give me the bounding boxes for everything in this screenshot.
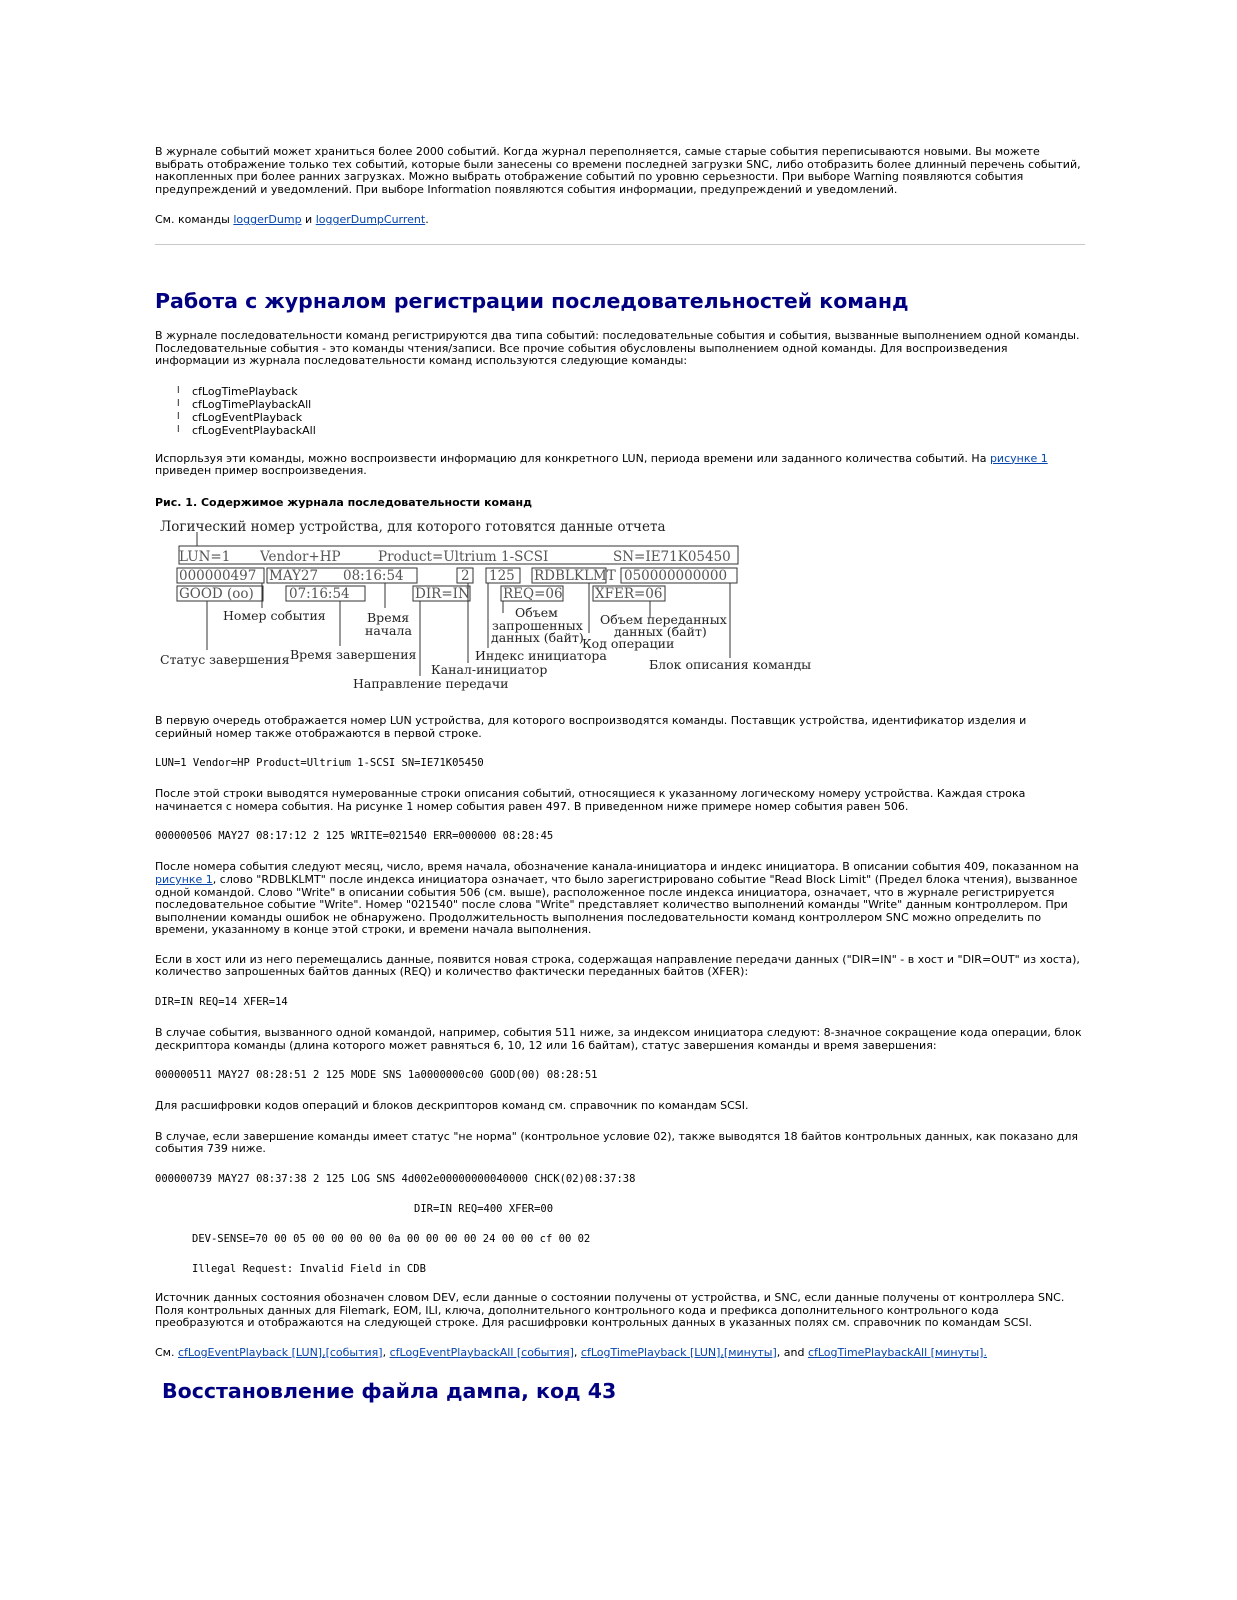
lun-paragraph: В первую очередь отображается номер LUN устройства, для которого воспроизводятся команды. Поставщик устройства, идентификатор изделия и серийный номер также отображаются в первой строке. <box>155 713 1027 740</box>
code-event-511: 000000511 MAY27 08:28:51 2 125 MODE SNS 1a0000000c00 GOOD(00) 08:28:51 <box>155 1069 598 1082</box>
section-title-dump-restore: Восстановление файла дампа, код 43 <box>162 1379 617 1404</box>
fig-label-start-time-1: Время <box>367 609 410 625</box>
bullet-glyph: l <box>177 385 180 396</box>
figure-diagram <box>155 518 815 700</box>
code-dir-line: DIR=IN REQ=14 XFER=14 <box>155 996 288 1009</box>
fig-cdb: 050000000000 <box>624 567 728 584</box>
loggerdumpcurrent-link[interactable]: loggerDumpCurrent <box>315 213 426 227</box>
loggerdump-link[interactable]: loggerDump <box>233 213 302 227</box>
bullet-glyph: l <box>177 411 180 422</box>
sense-data-paragraph: В случае, если завершение команды имеет статус "не норма" (контрольное условие 02), также выводятся 18 байтов контрольных данных, как показано для события 739 ниже. <box>155 1129 1079 1156</box>
fig-start-time: 08:16:54 <box>343 567 404 584</box>
fig-label-transferred-1: Объем переданных <box>600 611 727 627</box>
fig-event-number: 000000497 <box>179 567 257 584</box>
fig-label-event-number: Номер события <box>223 607 326 623</box>
list-item: l cfLogTimePlayback <box>177 384 298 398</box>
intro-paragraph: В журнале событий может храниться более 2000 событий. Когда журнал переполняется, самые старые события переписываются новыми. Вы можете выбрать отображение только тех событий, которые были занесены со времени последней загрузки SNC, либо отобразить более длинный перечень событий, накопленных при более ранних загрузках. Можно выбрать отображение событий по уровню серьезности. При выборе Warning появляются события предупреждений и уведомлений. При выборе Information появляются события информации, предупреждений и уведомлений. <box>155 145 1081 196</box>
see-also-line: См. cfLogEventPlayback [LUN],[события], cfLogEventPlaybackAll [события], cfLogTimePlayback [LUN],[минуты], and cfLogTimePlaybackAll [минуты]. <box>155 1345 987 1359</box>
sense-source-paragraph: Источник данных состояния обозначен словом DEV, если данные о состоянии получены от устройства, и SNC, если данные получены от контроллера SNC. Поля контрольных данных для Filemark, EOM, ILI, ключа, дополнительного контрольного кода и префикса дополнительного контрольного кода преобразуются и отображаются на следующей строке. Для расшифровки контрольных данных в указанных полях см. справочник по командам SCSI. <box>155 1291 1065 1330</box>
fig-channel: 2 <box>461 567 470 584</box>
fig-label-cdb: Блок описания команды <box>649 656 812 672</box>
code-dev-sense: DEV-SENSE=70 00 05 00 00 00 00 0a 00 00 00 00 24 00 00 cf 00 02 <box>192 1233 591 1246</box>
fig-label-requested-1: Объем <box>515 604 558 620</box>
bullet-glyph: l <box>177 424 180 435</box>
fig-label-completion-status: Статус завершения <box>160 651 290 667</box>
fig-label-channel-initiator: Канал-инициатор <box>431 661 548 677</box>
document-page <box>155 146 1085 1403</box>
fig-dir: DIR=IN <box>415 585 470 602</box>
section-divider <box>155 244 1085 245</box>
see-commands-line: См. команды loggerDump и loggerDumpCurrent. <box>155 213 429 227</box>
fig-label-direction: Направление передачи <box>353 675 509 691</box>
code-event-739: 000000739 MAY27 08:37:38 2 125 LOG SNS 4d002e00000000040000 CHCK(02)08:37:38 <box>155 1173 636 1186</box>
cflogeventplayback-link[interactable]: cfLogEventPlayback [LUN],[события] <box>177 1345 383 1359</box>
fig-label-opcode: Код операции <box>582 635 675 651</box>
list-item: l cfLogEventPlayback <box>177 410 303 424</box>
fig-req: REQ=06 <box>503 585 563 602</box>
fig-label-initiator-index: Индекс инициатора <box>475 647 607 663</box>
fig-status: GOOD (oo) <box>179 585 254 602</box>
data-transfer-paragraph: Если в хост или из него перемещались данные, появится новая строка, содержащая направление передачи данных ("DIR=IN" - в хост и "DIR=OUT" из хоста), количество запрошенных байтов данных (REQ) и количество фактически переданных байтов (XFER): <box>155 952 1080 979</box>
figure-top-label: Логический номер устройства, для которого готовятся данные отчета <box>160 518 666 535</box>
list-item: l cfLogEventPlaybackAll <box>177 423 316 437</box>
code-lun-line: LUN=1 Vendor=HP Product=Ultrium 1-SCSI SN=IE71K05450 <box>155 757 484 770</box>
command-log-intro: В журнале последовательности команд регистрируются два типа событий: последовательные события и события, вызванные выполнением одной команды. Последовательные события - это команды чтения/записи. Все прочие события обусловлены выполнением одной команды. Для воспроизведения информации из журнала последовательности команд используются следующие команды: <box>155 328 1080 368</box>
fig-vendor: Vendor+HP <box>260 548 341 565</box>
scsi-reference-paragraph: Для расшифровки кодов операций и блоков дескрипторов команд см. справочник по командам SCSI. <box>155 1099 749 1113</box>
fig-date: MAY27 <box>269 567 319 584</box>
fig-lun: LUN=1 <box>179 548 231 565</box>
fig-end-time: 07:16:54 <box>289 585 350 602</box>
fig-product: Product=Ultrium 1-SCSI <box>378 548 549 565</box>
bullet-glyph: l <box>177 398 180 409</box>
code-illegal-request: Illegal Request: Invalid Field in CDB <box>192 1263 426 1276</box>
figure-caption: Рис. 1. Содержимое журнала последовательности команд <box>155 495 533 509</box>
cflogtimeplayback-link[interactable]: cfLogTimePlayback [LUN],[минуты] <box>580 1345 777 1359</box>
playback-paragraph: Испорльзуя эти команды, можно воспроизвести информацию для конкретного LUN, периода времени или заданного количества событий. На рисунке 1 приведен пример воспроизведения. <box>155 451 1048 478</box>
fig-initiator: 125 <box>489 567 515 584</box>
list-item: l cfLogTimePlaybackAll <box>177 397 312 411</box>
fig-label-start-time-2: начала <box>365 622 412 638</box>
fig-sn: SN=IE71K05450 <box>613 548 731 565</box>
fig-opcode: RDBLKLMT <box>534 567 616 584</box>
fig-label-requested-3: данных (байт) <box>491 629 584 645</box>
fig-xfer: XFER=06 <box>595 585 663 602</box>
section-title-command-log: Работа с журналом регистрации последовательностей команд <box>155 288 909 313</box>
fig-label-transferred-2: данных (байт) <box>614 623 707 639</box>
fig-label-requested-2: запрошенных <box>492 617 583 633</box>
cflogeventplaybackall-link[interactable]: cfLogEventPlaybackAll [события] <box>389 1345 574 1359</box>
figure-1-link-2[interactable]: рисунке 1 <box>155 872 213 886</box>
event-fields-paragraph: После номера события следуют месяц, число, время начала, обозначение канала-инициатора и индекс инициатора. В описании события 409, показанном на рисунке 1, слово "RDBLKLMT" после индекса инициатора означает, что было зарегистрировано событие "Read Block Limit" (Предел блока чтения), вызванное одной командой. Слово "Write" в описании события 506 (см. выше), расположенное после индекса инициатора, означает, что в журнале регистрируется последовательное событие "Write". Номер "021540" после слова "Write" представляет количество выполнений команды "Write" данным контроллером. При выполнении команды ошибок не обнаружено. Продолжительность выполнения последовательности команд контроллером SNC можно определить по времени, указанному в конце этой строки, и времени начала выполнения. <box>155 860 1079 937</box>
command-list <box>155 385 1085 437</box>
event-lines-paragraph: После этой строки выводятся нумерованные строки описания событий, относящиеся к указанному логическому номеру устройства. Каждая строка начинается с номера события. На рисунке 1 номер события равен 497. В приведенном ниже примере номер события равен 506. <box>155 787 1026 813</box>
code-event-506: 000000506 MAY27 08:17:12 2 125 WRITE=021540 ERR=000000 08:28:45 <box>155 830 554 843</box>
command-log-figure <box>155 518 815 700</box>
code-dir-req-line: DIR=IN REQ=400 XFER=00 <box>414 1203 554 1216</box>
cflogtimeplaybackall-link[interactable]: cfLogTimePlaybackAll [минуты]. <box>807 1345 987 1359</box>
single-command-paragraph: В случае события, вызванного одной командой, например, события 511 ниже, за индексом инициатора следуют: 8-значное сокращение кода операции, блок дескриптора команды (длина которого может равняться 6, 10, 12 или 16 байтам), статус завершения команды и время завершения: <box>155 1026 1082 1052</box>
figure-1-link[interactable]: рисунке 1 <box>989 451 1048 465</box>
fig-label-completion-time: Время завершения <box>290 646 417 662</box>
